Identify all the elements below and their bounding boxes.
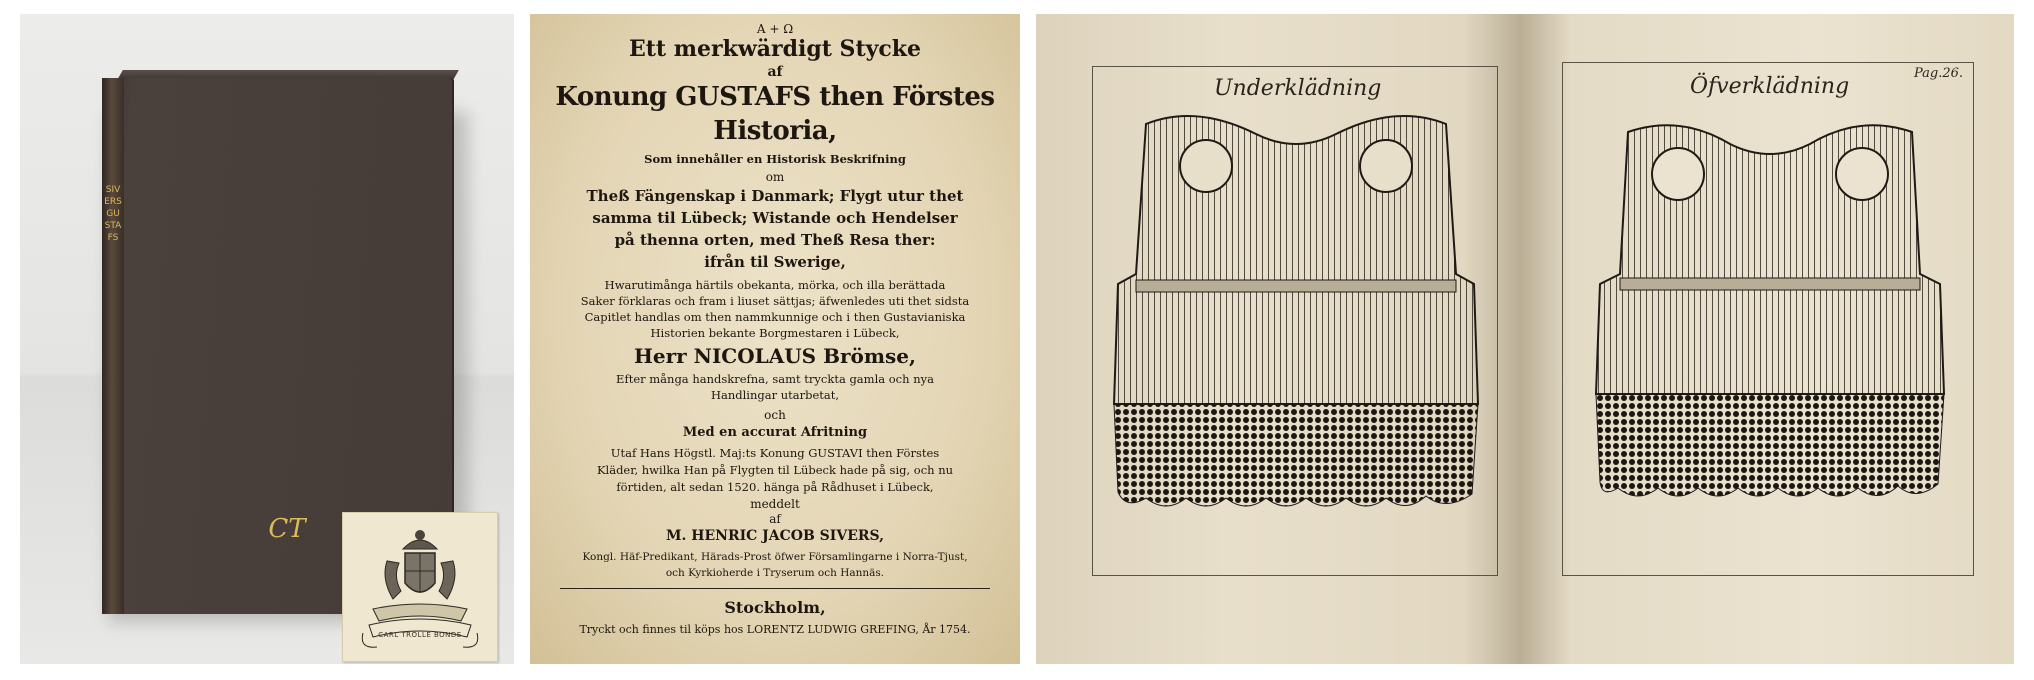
title-line: M. HENRIC JACOB SIVERS, xyxy=(666,528,884,544)
title-line: meddelt xyxy=(750,497,800,511)
title-line: Konung GUSTAFS then Förstes xyxy=(555,82,995,112)
title-line: Utaf Hans Högstl. Maj:ts Konung GUSTAVI then Förstes xyxy=(610,446,940,460)
left-page xyxy=(1036,14,1522,664)
title-line: förtiden, alt sedan 1520. hänga på Rådhuset i Lübeck, xyxy=(616,480,934,494)
spine-title: SIVERS GUSTAFS xyxy=(104,185,122,243)
title-page-panel xyxy=(530,14,1020,664)
title-line: och Kyrkioherde i Tryserum och Hannäs. xyxy=(665,567,885,579)
title-line: Som innehåller en Historisk Beskrifning xyxy=(644,152,906,166)
book-spine xyxy=(102,78,124,614)
title-line: Historien bekante Borgmestaren i Lübeck, xyxy=(650,326,900,340)
title-line: samma til Lübeck; Wistande och Hendelser xyxy=(592,209,958,227)
title-line: Stockholm, xyxy=(724,598,826,617)
title-line: Hwarutimånga härtils obekanta, mörka, och illa berättada xyxy=(604,278,946,292)
title-rule xyxy=(560,588,990,589)
title-line: af xyxy=(769,512,781,526)
title-line: ifrån til Swerige, xyxy=(704,253,846,271)
overgarment-engraving-icon xyxy=(1580,114,1960,514)
title-line: Capitlet handlas om then nammkunnige och i then Gustavianiska xyxy=(584,310,966,324)
right-page xyxy=(1522,14,2014,664)
title-line: Med en accurat Afritning xyxy=(682,425,868,440)
title-line: om xyxy=(765,170,785,184)
right-plate-caption: Öfverklädning xyxy=(1690,74,1850,99)
page-number: Pag.26. xyxy=(1914,66,1964,81)
undergarment-engraving-icon xyxy=(1106,104,1486,524)
title-line: Theß Fängenskap i Danmark; Flygt utur thet xyxy=(586,187,964,205)
title-line: Herr NICOLAUS Brömse, xyxy=(634,344,916,368)
cover-monogram: CT xyxy=(268,514,306,544)
title-line: Handlingar utarbetat, xyxy=(710,388,840,402)
title-line: Historia, xyxy=(713,116,837,146)
title-line: Kläder, hwilka Han på Flygten til Lübeck hade på sig, och nu xyxy=(596,463,954,477)
title-line: Ett merkwärdigt Stycke xyxy=(628,36,922,62)
title-line: Efter många handskrefna, samt tryckta gamla och nya xyxy=(616,372,934,386)
title-line: Saker förklaras och fram i liuset sättjas; äfwenledes uti thet sidsta xyxy=(580,294,970,308)
bookplate xyxy=(342,512,498,662)
title-line: på thenna orten, med Theß Resa ther: xyxy=(614,231,936,249)
bookplate-ribbon-text: CARL TROLLE BONDE xyxy=(378,631,462,639)
left-plate-caption: Underklädning xyxy=(1214,76,1382,101)
title-line: Tryckt och finnes til köps hos LORENTZ LUDWIG GREFING, År 1754. xyxy=(579,623,971,636)
book-photo-panel xyxy=(20,14,514,664)
title-line: af xyxy=(767,64,783,80)
title-line: A + Ω xyxy=(756,22,794,36)
title-line: och xyxy=(764,408,786,422)
title-line: Kongl. Häf-Predikant, Härads-Prost öfwer Församlingarne i Norra-Tjust, xyxy=(582,551,968,563)
plates-panel xyxy=(1036,14,2014,664)
